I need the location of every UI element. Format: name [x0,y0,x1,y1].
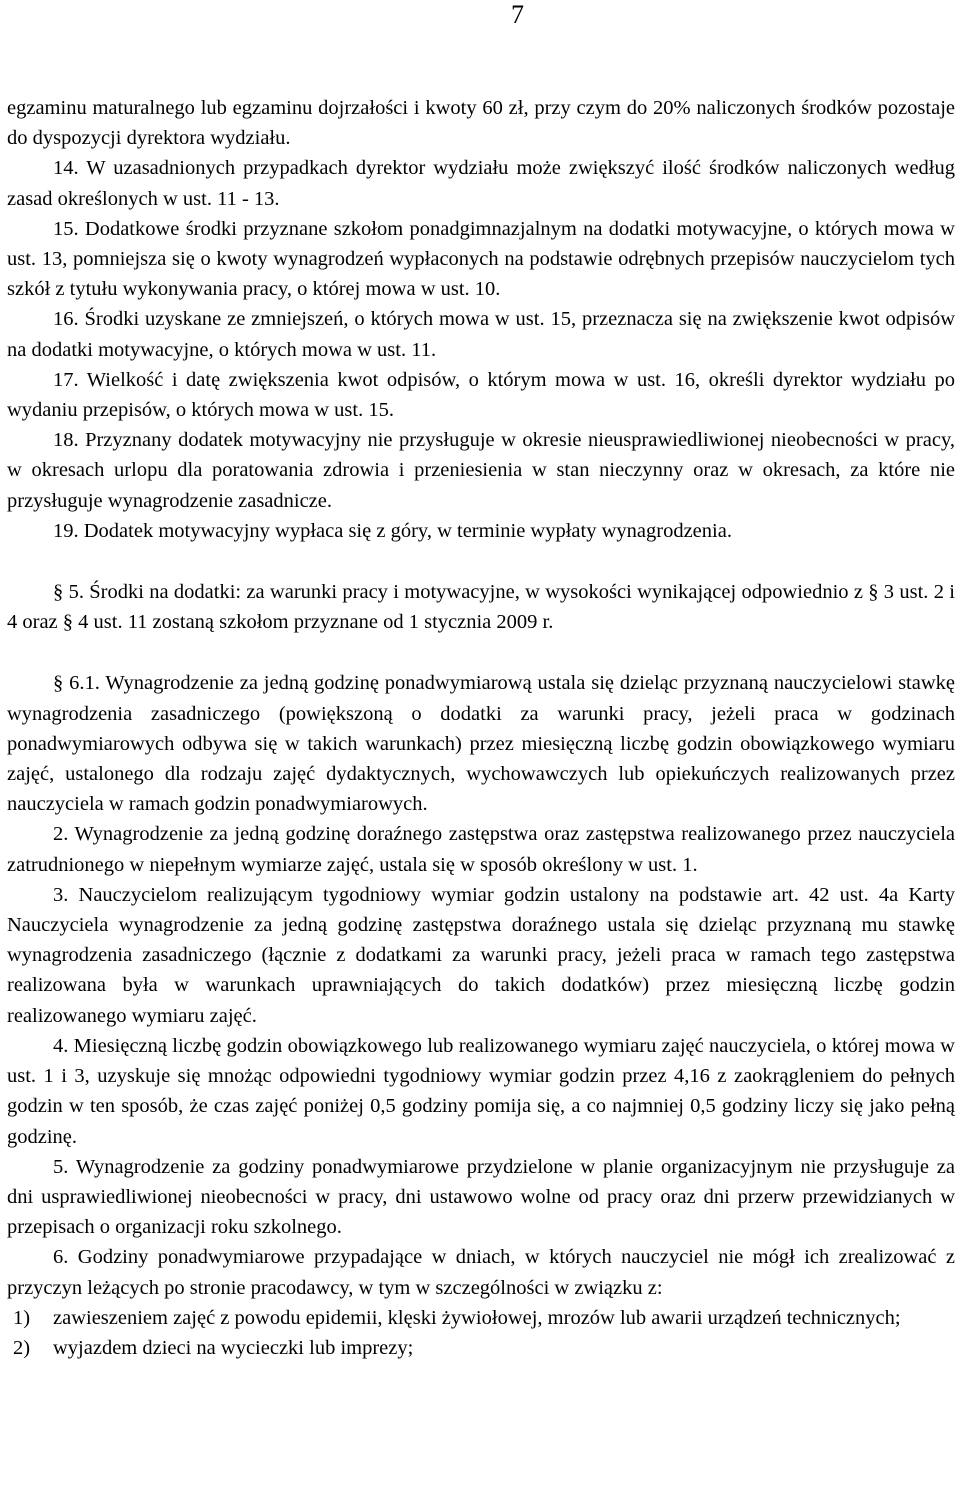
paragraph-18: 18. Przyznany dodatek motywacyjny nie przysługuje w okresie nieusprawiedliwionej nieobecności w pracy, w okresach urlopu dla poratowania zdrowia i przeniesienia w stan nieczynny oraz w okresach, za które nie przysługuje wynagrodzenie zasadnicze. [7,429,955,512]
section-6-6: 6. Godziny ponadwymiarowe przypadające w dniach, w których nauczyciel nie mógł ich zrealizować z przyczyn leżących po stronie pracodawcy, w tym w szczególności w związku z: [7,1246,955,1299]
section-6-3: 3. Nauczycielom realizującym tygodniowy wymiar godzin ustalony na podstawie art. 42 ust. 4a Karty Nauczyciela wynagrodzenie za jedną godzinę zastępstwa doraźnego ustala się dzieląc przyznaną mu stawkę wynagrodzenia zasadniczego (łącznie z dodatkami za warunki pracy, jeżeli praca w ramach tego zastępstwa realizowana była w warunkach uprawniających do takich dodatków) przez miesięczną liczbę godzin realizowanego wymiaru zajęć. [7,883,955,1027]
page-number: 7 [511,0,524,29]
paragraph-16: 16. Środki uzyskane ze zmniejszeń, o których mowa w ust. 15, przeznacza się na zwiększenie kwot odpisów na dodatki motywacyjne, o których mowa w ust. 11. [7,308,955,361]
section-6-5: 5. Wynagrodzenie za godziny ponadwymiarowe przydzielone w planie organizacyjnym nie przysługuje za dni usprawiedliwionej nieobecności w pracy, dni ustawowo wolne od pracy oraz dni przerw przewidzianych w przepisach o organizacji roku szkolnego. [7,1155,955,1239]
section-6-2: 2. Wynagrodzenie za jedną godzinę doraźnego zastępstwa oraz zastępstwa realizowanego przez nauczyciela zatrudnionego w niepełnym wymiarze zajęć, ustala się w sposób określony w ust. 1. [7,823,955,876]
list-item [13,1303,955,1333]
list-item-marker: 2) [13,1336,31,1359]
document-body [7,93,955,1363]
paragraph-14: 14. W uzasadnionych przypadkach dyrektor wydziału może zwiększyć ilość środków naliczonych według zasad określonych w ust. 11 - 13. [7,157,955,210]
list-item-marker: 1) [13,1306,31,1329]
paragraph-19: 19. Dodatek motywacyjny wypłaca się z góry, w terminie wypłaty wynagrodzenia. [53,519,732,542]
section-5: § 5. Środki na dodatki: za warunki pracy i motywacyjne, w wysokości wynikającej odpowiednio z § 3 ust. 2 i 4 oraz § 4 ust. 11 zostaną szkołom przyznane od 1 stycznia 2009 r. [7,581,955,634]
paragraph-17: 17. Wielkość i datę zwiększenia kwot odpisów, o którym mowa w ust. 16, określi dyrektor wydziału po wydaniu przepisów, o których mowa w ust. 15. [7,368,955,422]
paragraph-continuation: egzaminu maturalnego lub egzaminu dojrzałości i kwoty 60 zł, przy czym do 20% naliczonych środków pozostaje do dyspozycji dyrektora wydziału. [7,97,955,150]
section-6-4: 4. Miesięczną liczbę godzin obowiązkowego lub realizowanego wymiaru zajęć nauczyciela, o której mowa w ust. 1 i 3, uzyskuje się mnożąc odpowiedni tygodniowy wymiar godzin przez 4,16 z zaokrągleniem do pełnych godzin w ten sposób, że czas zajęć poniżej 0,5 godziny pomija się, a co najmniej 0,5 godziny liczy się jako pełną godzinę. [7,1034,955,1148]
section-6-1: § 6.1. Wynagrodzenie za jedną godzinę ponadwymiarową ustala się dzieląc przyznaną nauczycielowi stawkę wynagrodzenia zasadniczego (powiększoną o dodatki za warunki pracy, jeżeli praca w godzinach ponadwymiarowych odbywa się w takich warunkach) przez miesięczną liczbę godzin obowiązkowego wymiaru zajęć, ustalonego dla rodzaju zajęć dydaktycznych, wychowawczych lub opiekuńczych realizowanych przez nauczyciela w ramach godzin ponadwymiarowych. [7,672,955,816]
list-item-text: wyjazdem dzieci na wycieczki lub imprezy; [53,1336,414,1359]
paragraph-15: 15. Dodatkowe środki przyznane szkołom ponadgimnazjalnym na dodatki motywacyjne, o których mowa w ust. 13, pomniejsza się o kwoty wynagrodzeń wypłaconych na podstawie odrębnych przepisów nauczycielom tych szkół z tytułu wykonywania pracy, o której mowa w ust. 10. [7,217,955,301]
list-item [13,1333,955,1363]
list-item-text: zawieszeniem zajęć z powodu epidemii, klęski żywiołowej, mrozów lub awarii urządzeń technicznych; [53,1306,901,1329]
